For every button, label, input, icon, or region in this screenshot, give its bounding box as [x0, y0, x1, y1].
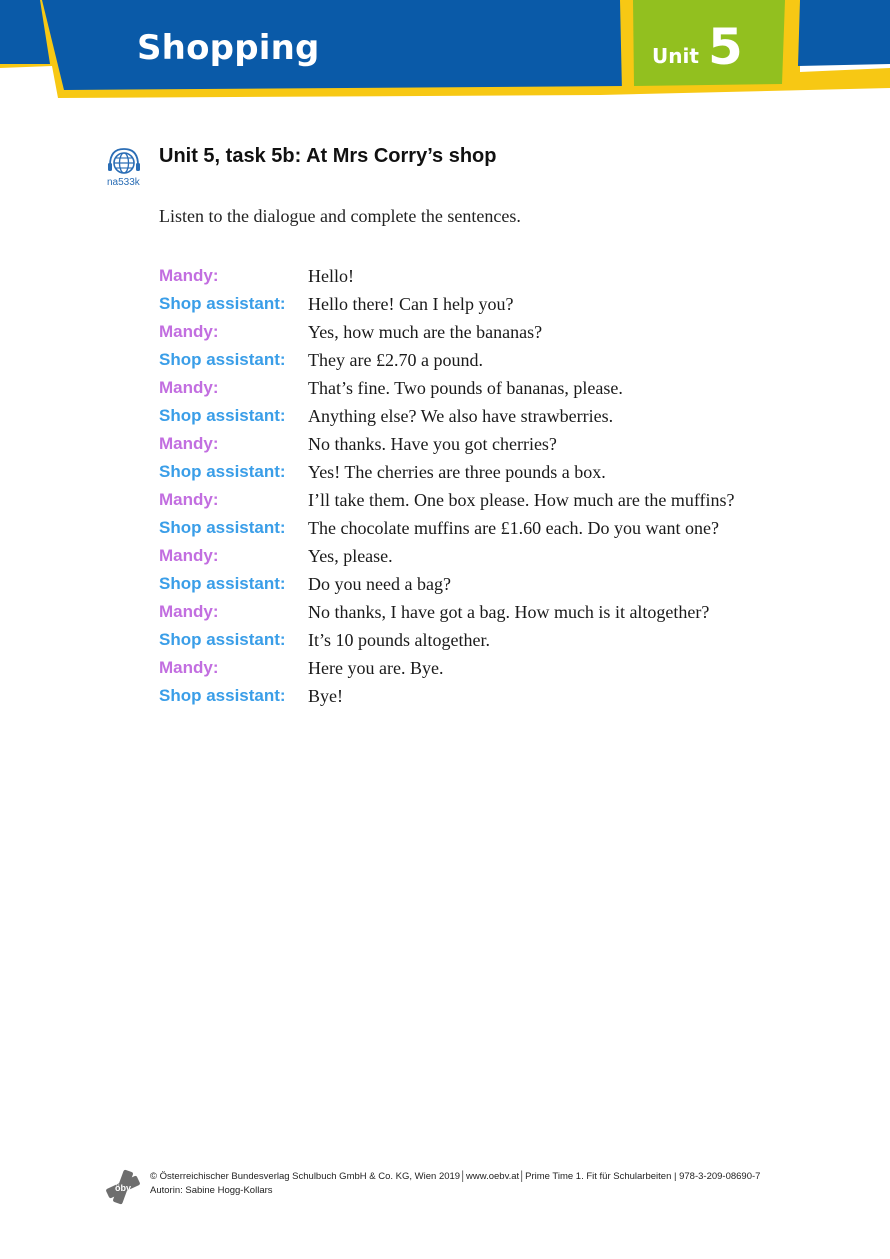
dialogue-line	[159, 542, 799, 570]
speaker-label: Shop assistant:	[159, 350, 286, 369]
dialogue-line	[159, 318, 799, 346]
dialogue-line	[159, 682, 799, 710]
speaker-label: Mandy:	[159, 602, 219, 621]
dialogue-line	[159, 290, 799, 318]
dialogue	[159, 262, 799, 710]
utterance: Hello there! Can I help you?	[308, 293, 514, 314]
speaker-label: Shop assistant:	[159, 462, 286, 481]
utterance: Yes, please.	[308, 545, 393, 566]
speaker-label: Mandy:	[159, 266, 219, 285]
utterance: I’ll take them. One box please. How much are the muffins?	[308, 489, 735, 510]
utterance: Yes! The cherries are three pounds a box.	[308, 461, 606, 482]
speaker-label: Shop assistant:	[159, 574, 286, 593]
copyright-line: © Österreichischer Bundesverlag Schulbuch GmbH & Co. KG, Wien 2019│www.oebv.at│Prime Time 1. Fit für Schularbeiten | 978-3-209-08690-7	[150, 1171, 761, 1182]
dialogue-line	[159, 626, 799, 654]
dialogue-line	[159, 402, 799, 430]
speaker-label: Shop assistant:	[159, 406, 286, 425]
page-title: Shopping	[137, 28, 320, 68]
globe-headphones-icon[interactable]	[106, 146, 142, 178]
dialogue-line	[159, 374, 799, 402]
speaker-label: Shop assistant:	[159, 686, 286, 705]
dialogue-line	[159, 514, 799, 542]
speaker-label: Shop assistant:	[159, 294, 286, 313]
unit-label: Unit	[652, 44, 699, 68]
dialogue-line	[159, 570, 799, 598]
dialogue-line	[159, 458, 799, 486]
utterance: It’s 10 pounds altogether.	[308, 629, 490, 650]
speaker-label: Mandy:	[159, 378, 219, 397]
svg-text:öbv: öbv	[114, 1183, 132, 1193]
publisher-logo	[104, 1168, 142, 1206]
dialogue-line	[159, 346, 799, 374]
speaker-label: Mandy:	[159, 658, 219, 677]
utterance: Yes, how much are the bananas?	[308, 321, 543, 342]
utterance: Anything else? We also have strawberries.	[308, 405, 614, 426]
speaker-label: Mandy:	[159, 546, 219, 565]
dialogue-line	[159, 486, 799, 514]
dialogue-line	[159, 654, 799, 682]
footer-text	[150, 1170, 760, 1198]
speaker-label: Mandy:	[159, 434, 219, 453]
utterance: Here you are. Bye.	[308, 657, 444, 678]
utterance: Do you need a bag?	[308, 573, 451, 594]
utterance: They are £2.70 a pound.	[308, 349, 483, 370]
utterance: That’s fine. Two pounds of bananas, please.	[308, 377, 623, 398]
speaker-label: Mandy:	[159, 490, 219, 509]
utterance: No thanks, I have got a bag. How much is it altogether?	[308, 601, 710, 622]
dialogue-line	[159, 262, 799, 290]
utterance: The chocolate muffins are £1.60 each. Do you want one?	[308, 517, 720, 538]
header-banner	[0, 0, 890, 110]
author-line: Autorin: Sabine Hogg-Kollars	[150, 1185, 273, 1196]
speaker-label: Shop assistant:	[159, 630, 286, 649]
task-title: Unit 5, task 5b: At Mrs Corry’s shop	[159, 145, 497, 167]
utterance: Bye!	[308, 685, 343, 706]
audio-code: na533k	[107, 177, 140, 188]
dialogue-line	[159, 430, 799, 458]
utterance: Hello!	[308, 265, 354, 286]
task-instruction: Listen to the dialogue and complete the sentences.	[159, 206, 521, 226]
banner-shape	[0, 0, 890, 110]
speaker-label: Mandy:	[159, 322, 219, 341]
dialogue-line	[159, 598, 799, 626]
utterance: No thanks. Have you got cherries?	[308, 433, 557, 454]
unit-number: 5	[708, 18, 743, 76]
speaker-label: Shop assistant:	[159, 518, 286, 537]
